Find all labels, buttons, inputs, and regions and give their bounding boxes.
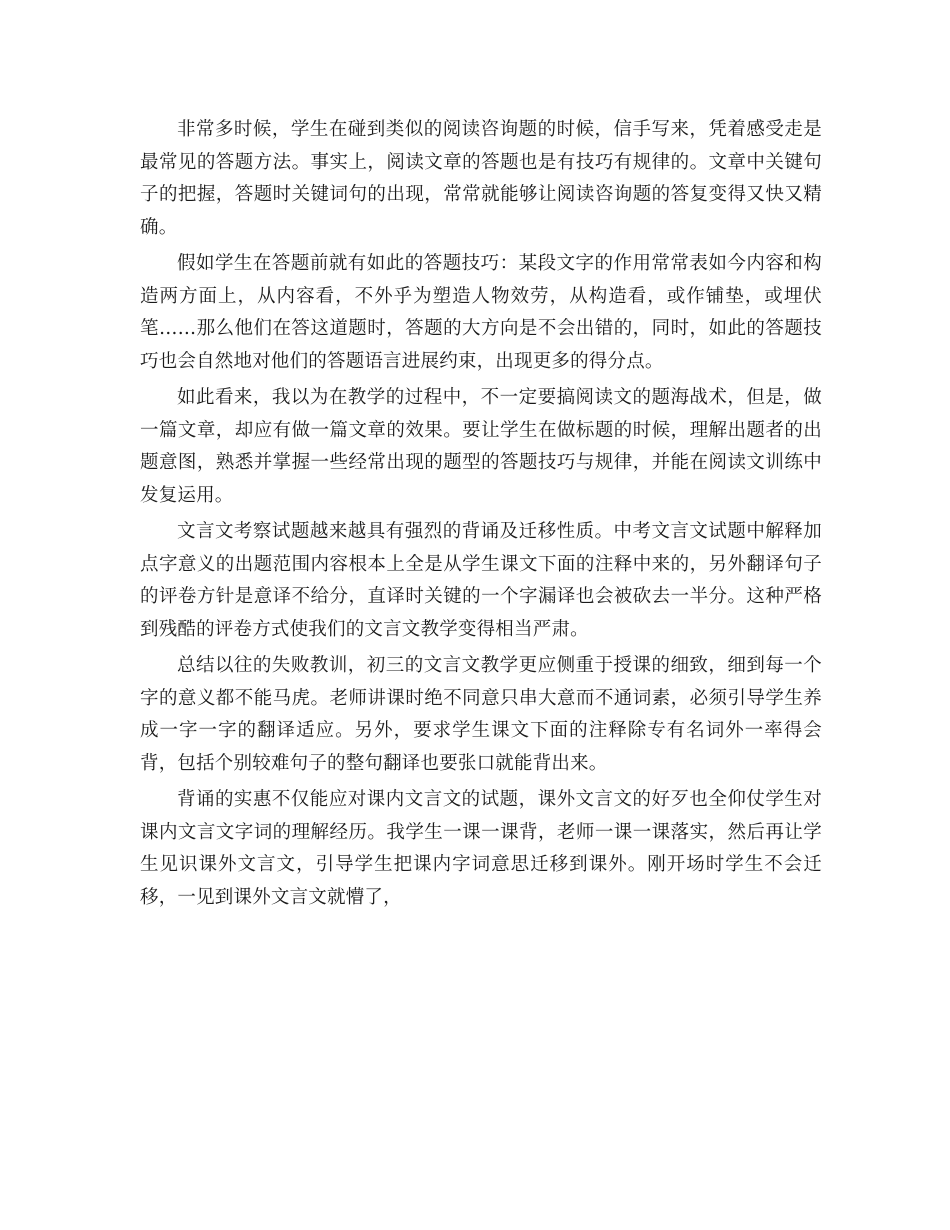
paragraph-4: 文言文考察试题越来越具有强烈的背诵及迁移性质。中考文言文试题中解释加点字意义的出题范围内容根本上全是从学生课文下面的注释中来的，另外翻译句子的评卷方针是意译不给分，直译时关键的一个字漏译也会被砍去一半分。这种严格到残酷的评卷方式使我们的文言文教学变得相当严肃。	[140, 521, 822, 640]
document-body	[140, 114, 822, 914]
paragraph-1: 非常多时候，学生在碰到类似的阅读咨询题的时候，信手写来，凭着感受走是最常见的答题方法。事实上，阅读文章的答题也是有技巧有规律的。文章中关键句子的把握，答题时关键词句的出现，常常就能够让阅读咨询题的答复变得又快又精确。	[140, 119, 822, 238]
paragraph-2: 假如学生在答题前就有如此的答题技巧：某段文字的作用常常表如今内容和构造两方面上，从内容看，不外乎为塑造人物效劳，从构造看，或作铺垫，或埋伏笔……那么他们在答这道题时，答题的大方向是不会出错的，同时，如此的答题技巧也会自然地对他们的答题语言进展约束，出现更多的得分点。	[140, 253, 822, 372]
paragraph-5: 总结以往的失败教训，初三的文言文教学更应侧重于授课的细致，细到每一个字的意义都不能马虎。老师讲课时绝不同意只串大意而不通词素，必须引导学生养成一字一字的翻译适应。另外，要求学生课文下面的注释除专有名词外一率得会背，包括个别较难句子的整句翻译也要张口就能背出来。	[140, 655, 822, 774]
paragraph-3: 如此看来，我以为在教学的过程中，不一定要搞阅读文的题海战术，但是，做一篇文章，却应有做一篇文章的效果。要让学生在做标题的时候，理解出题者的出题意图，熟悉并掌握一些经常出现的题型的答题技巧与规律，并能在阅读文训练中发复运用。	[140, 387, 822, 506]
paragraph-6: 背诵的实惠不仅能应对课内文言文的试题，课外文言文的好歹也全仰仗学生对课内文言文字词的理解经历。我学生一课一课背，老师一课一课落实，然后再让学生见识课外文言文，引导学生把课内字词意思迁移到课外。刚开场时学生不会迁移，一见到课外文言文就懵了，	[140, 789, 822, 908]
